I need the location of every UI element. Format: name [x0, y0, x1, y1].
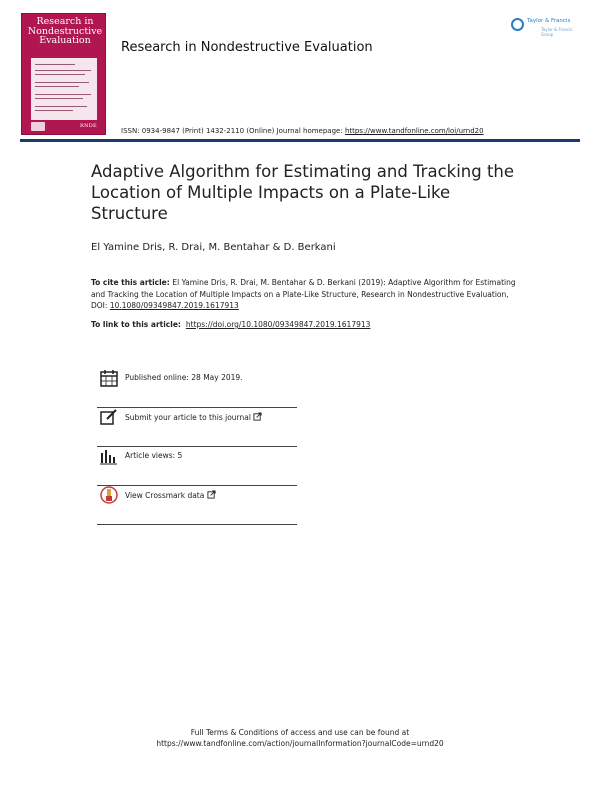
issn-text: ISSN: 0934-9847 (Print) 1432-2110 (Online) Journal homepage:	[121, 127, 345, 135]
footer-terms: Full Terms & Conditions of access and use can be found at	[190, 728, 410, 737]
cover-title	[26, 17, 104, 46]
crossmark-text: View Crossmark data	[125, 491, 205, 500]
issn-line	[121, 127, 484, 135]
article-authors: El Yamine Dris, R. Drai, M. Bentahar & D. Berkani	[91, 242, 336, 253]
cover-abbreviation: RNDE	[80, 123, 97, 129]
submit-article-text: Submit your article to this journal	[125, 413, 251, 422]
publisher-logo-icon	[511, 18, 524, 31]
footer-terms-link[interactable]: https://www.tandfonline.com/action/journalInformation?journalCode=urnd20	[156, 739, 444, 748]
cite-label: To cite this article:	[91, 278, 173, 287]
calendar-icon	[100, 369, 118, 387]
submit-row[interactable]	[97, 408, 297, 447]
crossmark-icon	[100, 486, 118, 504]
cover-society-logo	[31, 122, 45, 131]
published-date: Published online: 28 May 2019.	[125, 373, 243, 382]
external-link-icon	[253, 412, 262, 421]
article-title: Adaptive Algorithm for Estimating and Tracking the Location of Multiple Impacts on a Plate-Like Structure	[91, 162, 515, 223]
article-views: Article views: 5	[125, 451, 183, 460]
published-row	[97, 369, 297, 408]
edit-icon	[100, 408, 118, 426]
link-label: To link to this article:	[91, 320, 184, 329]
cite-doi-link[interactable]: 10.1080/09349847.2019.1617913	[109, 301, 239, 310]
article-doi-link[interactable]: https://doi.org/10.1080/09349847.2019.1617913	[185, 320, 371, 329]
article-link-line	[91, 320, 370, 329]
cover-title-line: Evaluation	[39, 35, 91, 46]
submit-article-link[interactable]	[125, 412, 262, 422]
cover-contents-panel	[31, 58, 97, 120]
crossmark-row[interactable]	[97, 486, 297, 525]
journal-cover-image	[21, 13, 106, 135]
publisher-logo-subtext: Taylor & Francis Group	[541, 27, 573, 37]
cover-title-line: Nondestructive	[27, 25, 103, 37]
publisher-logo-text: Taylor & Francis	[527, 18, 571, 24]
crossmark-link[interactable]	[125, 490, 216, 500]
header-divider	[20, 139, 580, 142]
views-row	[97, 447, 297, 486]
external-link-icon	[207, 490, 216, 499]
citation-block	[91, 277, 521, 312]
journal-homepage-link[interactable]: https://www.tandfonline.com/loi/urnd20	[344, 127, 484, 135]
journal-title: Research in Nondestructive Evaluation	[121, 40, 373, 55]
cover-title-line: Research in	[36, 16, 94, 27]
publisher-logo	[511, 17, 583, 39]
cite-text: El Yamine Dris, R. Drai, M. Bentahar & D. Berkani (2019): Adaptive Algorithm for Estimating and Tracking the Location of Multiple Impacts on a Plate-Like Structure, Research in Nondestructive Evaluation, DOI:	[91, 278, 516, 310]
bar-chart-icon	[100, 447, 118, 465]
